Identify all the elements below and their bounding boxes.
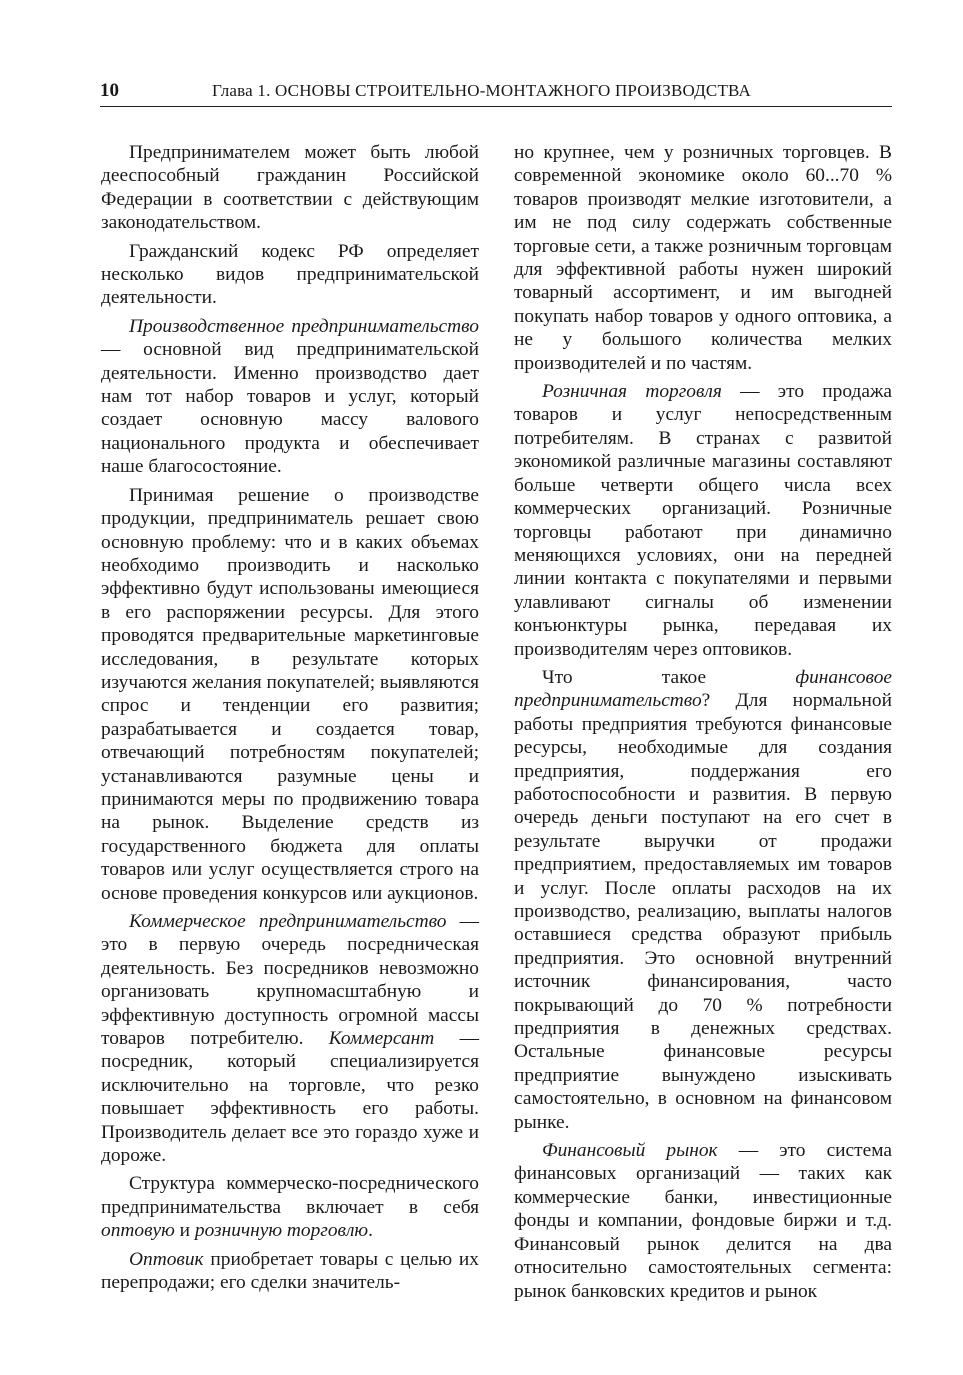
paragraph: Принимая решение о производстве продукции, предприниматель решает свою основную проблему: что и в каких объемах необходимо производить и насколько эффективно будут использованы имеющиеся в его распоряжении ресурсы. Для этого проводятся предварительные маркетинговые исследования, в результате которых изучаются желания покупателей; выявляются спрос и тенденции его развития; разрабатывается и создается товар, отвечающий потребностям покупателей; устанавливаются разумные цены и принимаются меры по продвижению товара на рынок. Выделение средств из государственного бюджета для оплаты товаров или услуг осуществляется строго на основе проведения конкурсов или аукционов. xyxy=(101,484,479,904)
page-header xyxy=(100,80,892,107)
paragraph: но крупнее, чем у розничных торговцев. В современной экономике около 60...70 % товаров производят мелкие изготовители, а им не под силу содержать собственные торговые сети, а также розничным торговцам для эффективной работы нужен широкий товарный ассортимент, и им выгодней покупать набор товаров у одного оптовика, а не у большого количества мелких производителей и по частям. xyxy=(514,142,892,374)
paragraph-text: приобретает товары с целью их перепродажи; его сделки значитель- xyxy=(101,1248,479,1294)
left-column xyxy=(101,141,479,1300)
term: розничную торговлю xyxy=(194,1220,369,1242)
paragraph xyxy=(101,1172,479,1242)
paragraph-text: и xyxy=(174,1220,195,1242)
term: Коммерческое предпринимательство xyxy=(129,911,447,932)
paragraph-text: Структура коммерческо-посреднического предпринимательства включает в себя xyxy=(101,1173,479,1218)
paragraph: Предпринимателем может быть любой дееспособный гражданин Российской Федерации в соответствии с действующим законодательством. xyxy=(101,142,479,234)
paragraph-text: ? Для нормальной работы предприятия требуются финансовые ресурсы, необходимые для создания предприятия, поддержания его работоспособности и развития. В первую очередь деньги поступают на его счет в результате выручки от продажи предприятием, предоставляемых им товаров и услуг. После оплаты расходов на их производство, реализацию, выплаты налогов оставшиеся средства образуют прибыль предприятия. Это основной внутренний источник финансирования, часто покрывающий до 70 % потребности предприятия в денежных средствах. Остальные финансовые ресурсы предприятие вынуждено изыскивать самостоятельно, в основном на финансовом рынке. xyxy=(514,690,892,1133)
paragraph xyxy=(514,1139,892,1303)
right-column xyxy=(514,141,892,1308)
paragraph: Гражданский кодекс РФ определяет несколько видов предпринимательской деятельности. xyxy=(101,240,479,309)
paragraph-text: — это продажа товаров и услуг непосредственным потребителям. В странах с развитой экономикой различные магазины составляют больше четверти общего числа всех коммерческих организаций. Розничные торговцы работают при динамично меняющихся условиях, они на передней линии контакта с покупателями и первыми улавливают сигналы об изменении конъюнктуры рынка, передавая их производителям через оптовиков. xyxy=(514,381,892,660)
paragraph xyxy=(514,380,892,661)
paragraph xyxy=(514,666,892,1134)
term: Оптовик xyxy=(129,1248,204,1270)
term: Коммерсант xyxy=(328,1028,435,1050)
paragraph xyxy=(101,1248,479,1295)
paragraph-text: — это система финансовых организаций — таких как коммерческие банки, инвестиционные фонды и компании, фондовые биржи и т.д. Финансовый рынок делится на два относительно самостоятельных сегмента: рынок банковских кредитов и рынок xyxy=(514,1140,892,1302)
page-number: 10 xyxy=(100,80,119,101)
term: Производственное предпринимательство xyxy=(129,315,479,337)
paragraph-text: — это в первую очередь посредническая деятельность. Без посредников невозможно организовать крупномасштабную и эффективную доступность огромной массы товаров потребителю. xyxy=(101,911,479,1050)
paragraph-text: . xyxy=(368,1220,373,1242)
paragraph xyxy=(101,910,479,1167)
term: Финансовый рынок xyxy=(542,1140,718,1162)
paragraph-text: — посредник, который специализируется исключительно на торговле, что резко повышает эффективность его работы. Производитель делает все это гораздо хуже и дороже. xyxy=(101,1028,479,1167)
term: Розничная торговля xyxy=(542,381,722,403)
running-head: Глава 1. ОСНОВЫ СТРОИТЕЛЬНО-МОНТАЖНОГО ПРОИЗВОДСТВА xyxy=(212,81,752,100)
paragraph-text: Что такое xyxy=(542,666,796,688)
paragraph xyxy=(101,315,479,479)
paragraph-text: — основной вид предпринимательской деятельности. Именно производство дает нам тот набор товаров и услуг, который создает основную массу валового национального продукта и обеспечивает наше благосостояние. xyxy=(101,339,479,478)
term: финансовое предпринимательство xyxy=(514,666,892,712)
term: оптовую xyxy=(101,1220,175,1242)
